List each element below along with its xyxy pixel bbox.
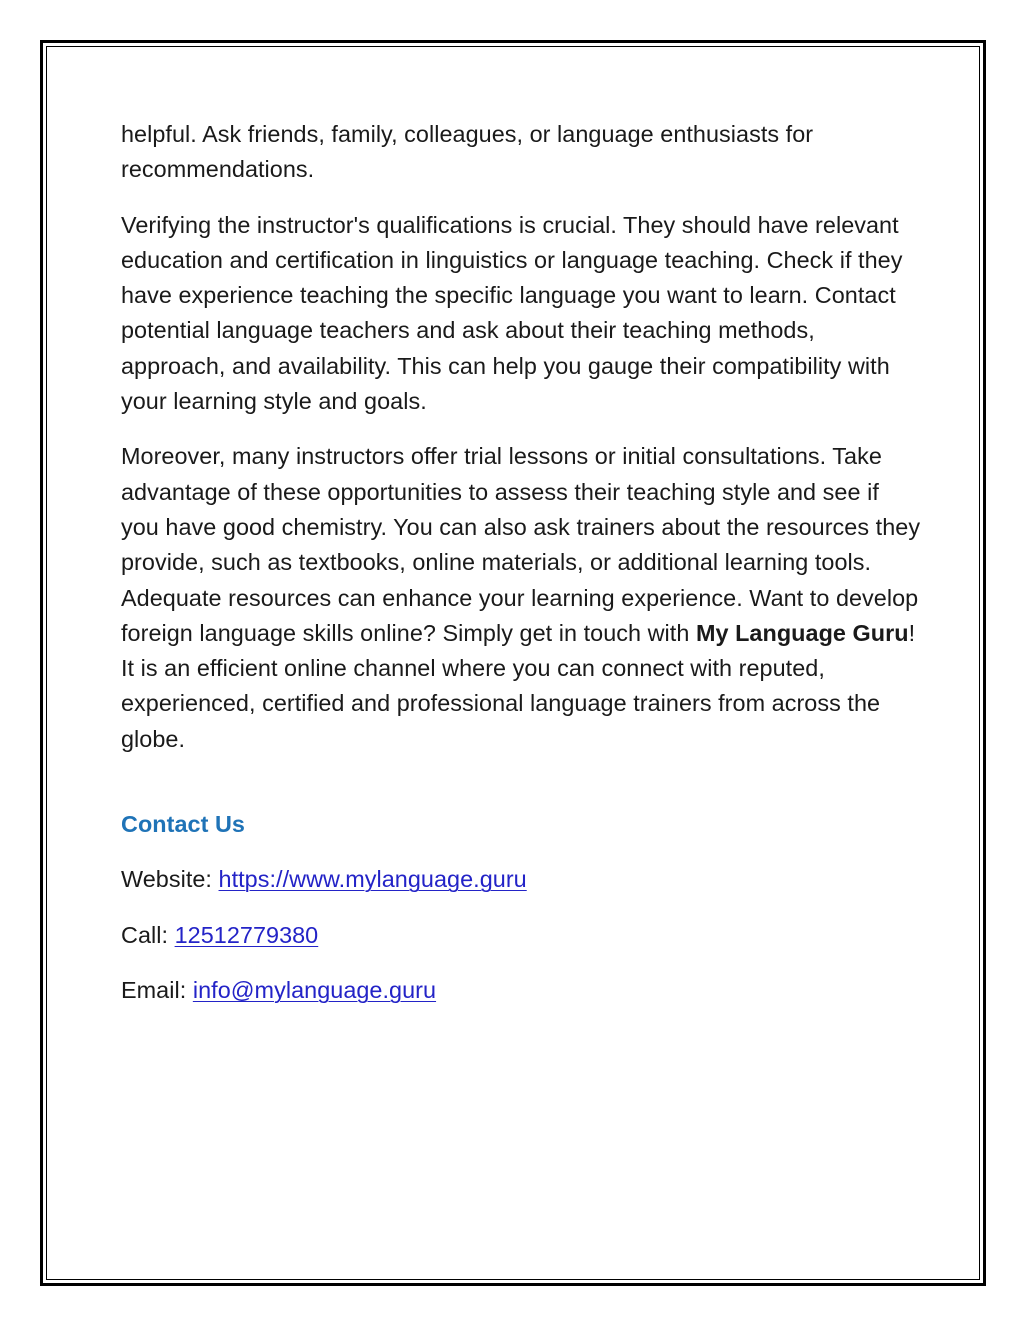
paragraph-trial-lessons-tail: ! It is an efficient online channel where you can connect with reputed, experienced, certified and professional language trainers from across the globe. — [121, 619, 916, 752]
call-line — [121, 918, 921, 953]
paragraph-trial-lessons — [121, 439, 921, 757]
website-label: Website: — [121, 866, 219, 893]
email-label: Email: — [121, 976, 193, 1003]
contact-heading: Contact Us — [121, 811, 245, 838]
phone-link[interactable]: 12512779380 — [174, 921, 319, 948]
paragraph-trial-lessons-text: Moreover, many instructors offer trial lessons or initial consultations. Take advantage of these opportunities to assess their teaching style and see if you have good chemistry. You can also ask trainers about the resources they provide, such as textbooks, online materials, or additional learning tools. Adequate resources can enhance your learning experience. Want to develop foreign language skills online? Simply get in touch with — [121, 443, 921, 646]
website-line — [121, 862, 921, 897]
document-body — [121, 117, 921, 1028]
brand-name: My Language Guru — [695, 619, 909, 646]
email-link[interactable]: info@mylanguage.guru — [192, 976, 437, 1003]
email-line — [121, 973, 921, 1008]
paragraph-recommendations: helpful. Ask friends, family, colleagues, or language enthusiasts for recommendations. — [121, 121, 814, 183]
website-link[interactable]: https://www.mylanguage.guru — [218, 866, 527, 893]
call-label: Call: — [121, 921, 175, 948]
paragraph-qualifications: Verifying the instructor's qualifications is crucial. They should have relevant education and certification in linguistics or language teaching. Check if they have experience teaching the specific language you want to learn. Contact potential language teachers and ask about their teaching methods, approach, and availability. This can help you gauge their compatibility with your learning style and goals. — [121, 211, 903, 415]
